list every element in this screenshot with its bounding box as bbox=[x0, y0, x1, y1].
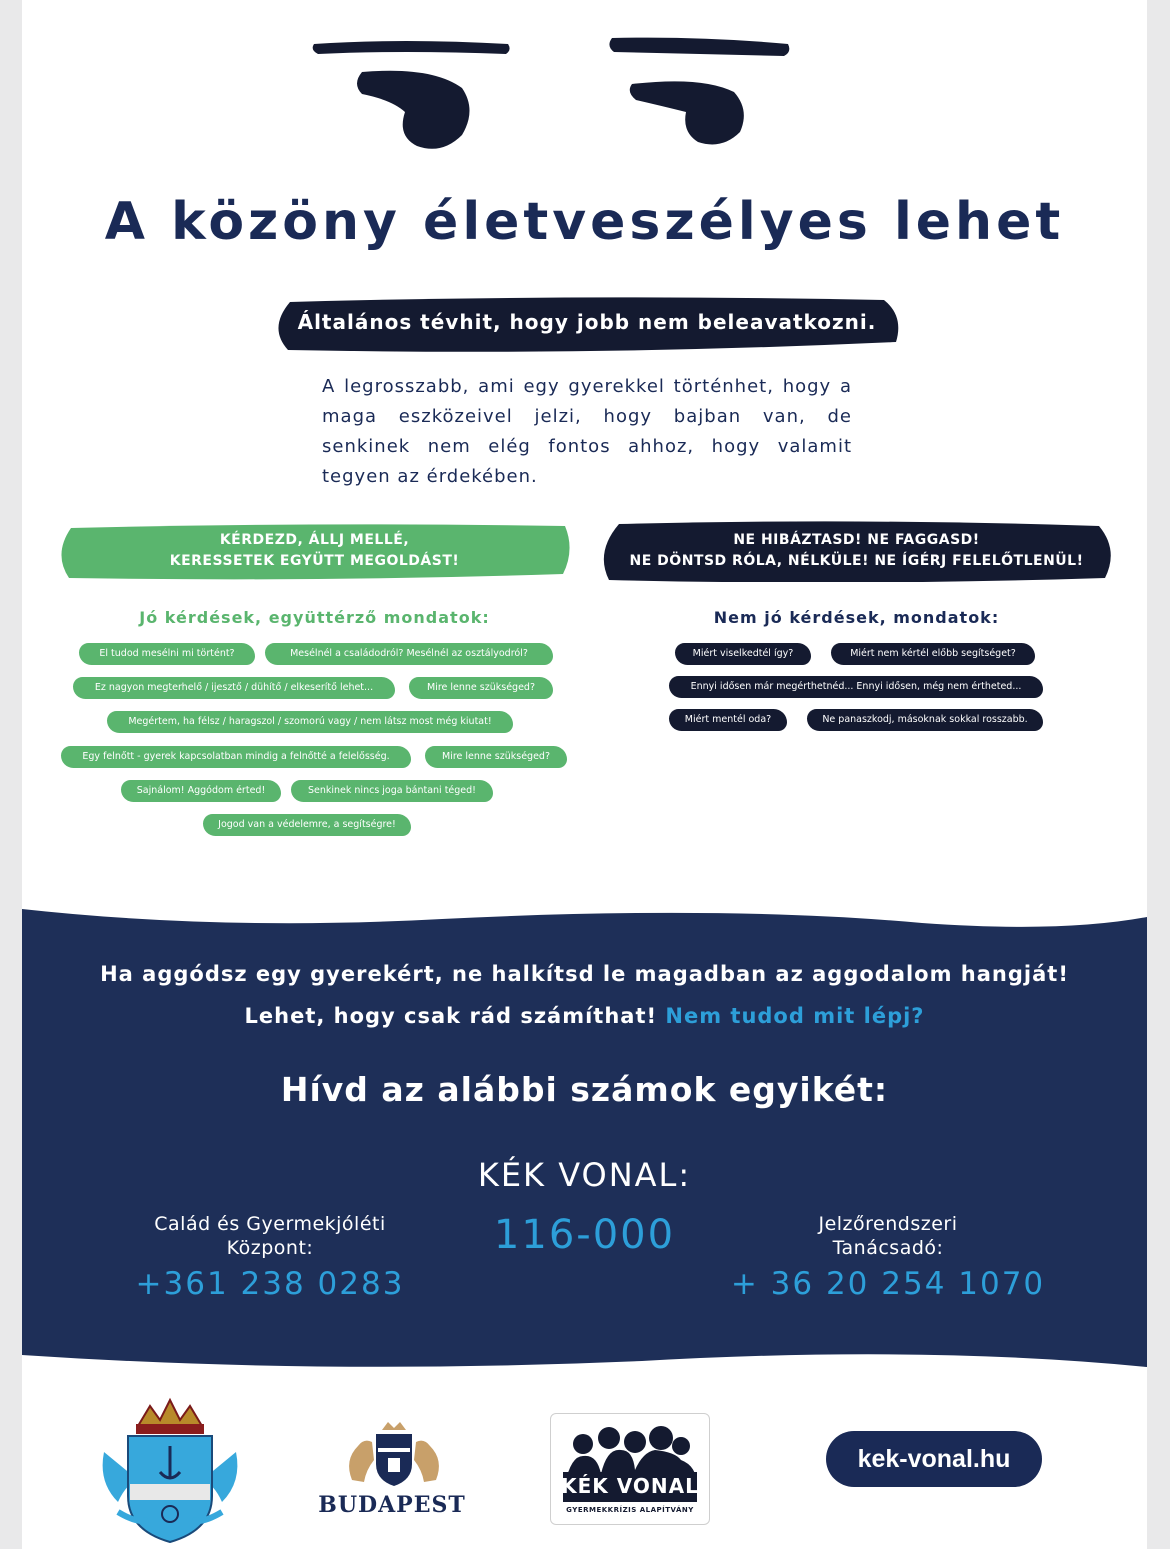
band-line-2 bbox=[22, 1004, 1147, 1028]
right-hotline-label-1: Jelzőrendszeri bbox=[818, 1213, 958, 1235]
lead-paragraph: A legrosszabb, ami egy gyerekkel történhet, hogy a maga eszközeivel jelzi, hogy bajban van, de senkinek nem elég fontos ahhoz, hogy valamit tegyen az érdekében. bbox=[322, 376, 852, 487]
left-hotline-label-2: Központ: bbox=[226, 1237, 314, 1259]
website-link[interactable]: kek-vonal.hu bbox=[826, 1431, 1042, 1487]
bad-heading: Nem jó kérdések, mondatok: bbox=[713, 608, 1000, 627]
kek-vonal-number[interactable]: 116-000 bbox=[493, 1212, 676, 1258]
kek-vonal-logo bbox=[550, 1413, 710, 1525]
budapest-coat-of-arms-icon bbox=[334, 1420, 454, 1490]
bad-pill: Miért viselkedtél így? bbox=[675, 643, 811, 665]
budapest-label: BUDAPEST bbox=[318, 1492, 466, 1518]
myth-banner bbox=[272, 296, 902, 356]
good-pill: Mesélnél a családodról? Mesélnél az osztályodról? bbox=[265, 643, 553, 665]
good-pill: Mire lenne szükséged? bbox=[425, 746, 567, 768]
good-pill: Jogod van a védelemre, a segítségre! bbox=[203, 814, 411, 836]
band-line-2-accent: Nem tudod mit lépj? bbox=[665, 1004, 925, 1028]
bad-column bbox=[599, 520, 1114, 743]
good-pill: El tudod mesélni mi történt? bbox=[79, 643, 255, 665]
band-line-2-main: Lehet, hogy csak rád számíthat! bbox=[244, 1004, 658, 1028]
bad-pill: Ne panaszkodj, másoknak sokkal rosszabb. bbox=[807, 709, 1043, 731]
kek-vonal-logo-text: KÉK VONAL bbox=[561, 1474, 699, 1498]
good-banner-line1: KÉRDEZD, ÁLLJ MELLÉ, bbox=[219, 532, 410, 548]
good-pill: Mire lenne szükséged? bbox=[409, 677, 553, 699]
bad-banner bbox=[599, 520, 1114, 582]
bad-pill: Miért nem kértél előbb segítséget? bbox=[831, 643, 1035, 665]
bad-pill: Ennyi idősen már megérthetnéd... Ennyi idősen, még nem értheted... bbox=[669, 676, 1043, 698]
left-hotline-label bbox=[140, 1212, 400, 1260]
bad-banner-line2: NE DÖNTSD RÓLA, NÉLKÜLE! NE ÍGÉRJ FELELŐTLENÜL! bbox=[629, 553, 1084, 569]
good-pills bbox=[57, 643, 572, 853]
good-column bbox=[57, 520, 572, 853]
left-hotline-number[interactable]: +361 238 0283 bbox=[135, 1266, 405, 1302]
good-pill: Megértem, ha félsz / haragszol / szomorú vagy / nem látsz most még kiutat! bbox=[107, 711, 513, 733]
district-coat-of-arms-icon bbox=[98, 1392, 242, 1544]
page-title: A közöny életveszélyes lehet bbox=[104, 192, 1065, 252]
right-hotline-label bbox=[758, 1212, 1018, 1260]
band-line-1: Ha aggódsz egy gyerekért, ne halkítsd le magadban az aggodalom hangját! bbox=[100, 962, 1069, 986]
bad-banner-line1: NE HIBÁZTASD! NE FAGGASD! bbox=[733, 532, 980, 548]
kek-vonal-logo-sub: GYERMEKKRÍZIS ALAPÍTVÁNY bbox=[566, 1506, 694, 1514]
good-banner-line2: KERESSETEK EGYÜTT MEGOLDÁST! bbox=[169, 553, 460, 569]
myth-banner-text: Általános tévhit, hogy jobb nem beleavatkozni. bbox=[297, 310, 877, 334]
right-hotline-number[interactable]: + 36 20 254 1070 bbox=[730, 1266, 1046, 1302]
good-banner bbox=[57, 520, 572, 582]
left-hotline-label-1: Calád és Gyermekjóléti bbox=[154, 1213, 386, 1235]
good-pill: Ez nagyon megterhelő / ijesztő / dühítő / elkeserítő lehet... bbox=[73, 677, 395, 699]
good-heading: Jó kérdések, együttérző mondatok: bbox=[139, 608, 490, 627]
bad-pills bbox=[599, 643, 1114, 743]
good-pill: Senkinek nincs joga bántani téged! bbox=[291, 780, 493, 802]
good-pill: Egy felnőtt - gyerek kapcsolatban mindig a felnőtté a felelősség. bbox=[61, 746, 411, 768]
eyes-illustration bbox=[22, 0, 1147, 170]
right-hotline-label-2: Tanácsadó: bbox=[832, 1237, 944, 1259]
bad-pill: Miért mentél oda? bbox=[669, 709, 787, 731]
call-heading: Hívd az alábbi számok egyikét: bbox=[280, 1070, 889, 1109]
good-pill: Sajnálom! Aggódom érted! bbox=[121, 780, 281, 802]
kek-vonal-label: KÉK VONAL: bbox=[477, 1156, 692, 1194]
poster bbox=[22, 0, 1147, 1549]
